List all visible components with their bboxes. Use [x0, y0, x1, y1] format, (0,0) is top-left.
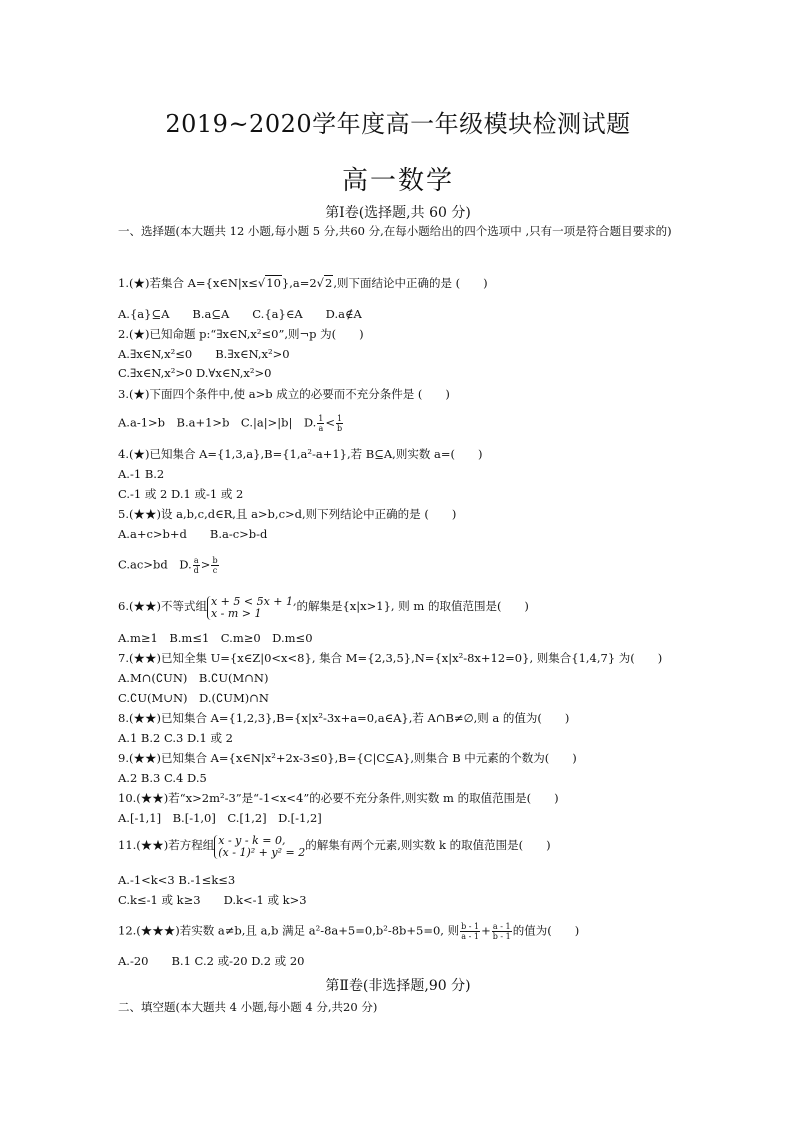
q11-options-1: A.-1<k<3 B.-1≤k≤3: [118, 873, 236, 887]
q5-fraction-a-over-d: $\frac{a}{d}$: [193, 556, 199, 575]
q5-fraction-b-over-c: $\frac{b}{c}$: [212, 556, 218, 575]
q11-stem: [118, 833, 551, 859]
q6-system-row-1: x + 5 < 5x + 1,: [210, 594, 297, 608]
q2-options-1: A.∃x∈N,x²≤0 B.∃x∈N,x²>0: [118, 347, 290, 361]
q3-fraction-1-over-a: $\frac{1}{a}$: [318, 414, 324, 433]
q5-stem: 5.(★★)设 a,b,c,d∈R,且 a>b,c>d,则下列结论中正确的是 ( ): [118, 507, 457, 521]
q12-plus: +: [481, 923, 491, 938]
q3-options: [118, 414, 344, 433]
q9-options: A.2 B.3 C.4 D.5: [118, 771, 207, 785]
q6-options: A.m≥1 B.m≤1 C.m≥0 D.m≤0: [118, 631, 313, 645]
q2-stem: 2.(★)已知命题 p:“∃x∈N,x²≤0”,则¬p 为( ): [118, 327, 364, 341]
q11-stem-b: 的解集有两个元素,则实数 k 的取值范围是( ): [305, 838, 551, 852]
part2-heading: 第Ⅱ卷(非选择题,90 分): [325, 978, 471, 994]
q7-options-2: C.∁U(M∪N) D.(∁UM)∩N: [118, 691, 269, 705]
q5-options-1: A.a+c>b+d B.a-c>b-d: [118, 527, 268, 541]
q1-stem-b: },a=2: [281, 276, 317, 290]
q12-fraction-2: $\frac{a - 1}{b - 1}$: [492, 922, 511, 941]
q3-less-than: <: [325, 415, 336, 430]
exam-title: 2019~2020学年度高一年级模块检测试题: [165, 110, 631, 138]
q11-equation-system: [214, 834, 305, 859]
q11-system-row-1: x - y - k = 0,: [218, 833, 286, 847]
q3-options-text: A.a-1>b B.a+1>b C.|a|>|b| D.: [118, 415, 317, 430]
q6-stem-a: 6.(★★)不等式组: [118, 599, 207, 613]
q10-stem: 10.(★★)若“x>2m²-3”是“-1<x<4”的必要不充分条件,则实数 m 的取值范围是( ): [118, 791, 559, 805]
q8-stem: 8.(★★)已知集合 A={1,2,3},B={x|x²-3x+a=0,a∈A},若 A∩B≠∅,则 a 的值为( ): [118, 711, 570, 725]
q4-options-2: C.-1 或 2 D.1 或-1 或 2: [118, 487, 244, 501]
q11-options-2: C.k≤-1 或 k≥3 D.k<-1 或 k>3: [118, 893, 307, 907]
q11-stem-a: 11.(★★)若方程组: [118, 838, 215, 852]
q12-stem-b: 的值为( ): [512, 923, 580, 938]
q6-stem: [118, 594, 529, 620]
q1-stem-c: ,则下面结论中正确的是 ( ): [333, 276, 488, 290]
q5-options-text: C.ac>bd D.: [118, 557, 192, 572]
part1-instructions: 一、选择题(本大题共 12 小题,每小题 5 分,共60 分,在每小题给出的四个选项中 ,只有一项是符合题目要求的): [118, 224, 672, 238]
q12-stem: [118, 922, 579, 941]
q7-stem: 7.(★★)已知全集 U={x∈Z|0<x<8}, 集合 M={2,3,5},N={x|x²-8x+12=0}, 则集合{1,4,7} 为( ): [118, 651, 663, 665]
q3-fraction-1-over-b: $\frac{1}{b}$: [337, 414, 343, 433]
exam-subtitle: 高一数学: [341, 166, 454, 196]
q8-options: A.1 B.2 C.3 D.1 或 2: [118, 731, 233, 745]
q2-options-2: C.∃x∈N,x²>0 D.∀x∈N,x²>0: [118, 366, 272, 380]
q1-options: A.{a}⊆A B.a⊆A C.{a}∈A D.a∉A: [118, 307, 362, 321]
q4-stem: 4.(★)已知集合 A={1,3,a},B={1,a²-a+1},若 B⊆A,则实数 a=( ): [118, 447, 483, 461]
q11-system-row-2: (x - 1)² + y² = 2: [218, 845, 306, 859]
q7-options-1: A.M∩(∁UN) B.∁U(M∩N): [118, 671, 269, 685]
q10-options: A.[-1,1] B.[-1,0] C.[1,2] D.[-1,2]: [118, 811, 322, 825]
q5-options-2: [118, 556, 220, 575]
q3-stem: 3.(★)下面四个条件中,使 a>b 成立的必要而不充分条件是 ( ): [118, 387, 450, 401]
q12-fraction-1: $\frac{b - 1}{a - 1}$: [461, 922, 480, 941]
q4-options-1: A.-1 B.2: [118, 467, 165, 481]
q5-greater-than: >: [200, 557, 211, 572]
q9-stem: 9.(★★)已知集合 A={x∈N|x²+2x-3≤0},B={C|C⊆A},则集合 B 中元素的个数为( ): [118, 751, 577, 765]
q1-stem: 1.(★)若集合 A={x∈N|x≤√10},a=2√2,则下面结论中正确的是 ( ): [118, 276, 488, 290]
q6-inequality-system: [207, 595, 297, 620]
q6-stem-b: 的解集是{x|x>1}, 则 m 的取值范围是( ): [296, 599, 529, 613]
q1-stem-a: 1.(★)若集合 A={x∈N|x≤: [118, 276, 258, 290]
part1-heading: 第Ⅰ卷(选择题,共 60 分): [325, 205, 471, 221]
q1-sqrt-10: 10: [266, 276, 281, 290]
q12-stem-a: 12.(★★★)若实数 a≠b,且 a,b 满足 a²-8a+5=0,b²-8b+5=0, 则: [118, 923, 460, 938]
part2-instructions: 二、填空题(本大题共 4 小题,每小题 4 分,共20 分): [118, 1000, 378, 1014]
q1-sqrt-2: 2: [325, 276, 333, 290]
q12-options: A.-20 B.1 C.2 或-20 D.2 或 20: [118, 954, 305, 968]
q6-system-row-2: x - m > 1: [210, 606, 262, 620]
